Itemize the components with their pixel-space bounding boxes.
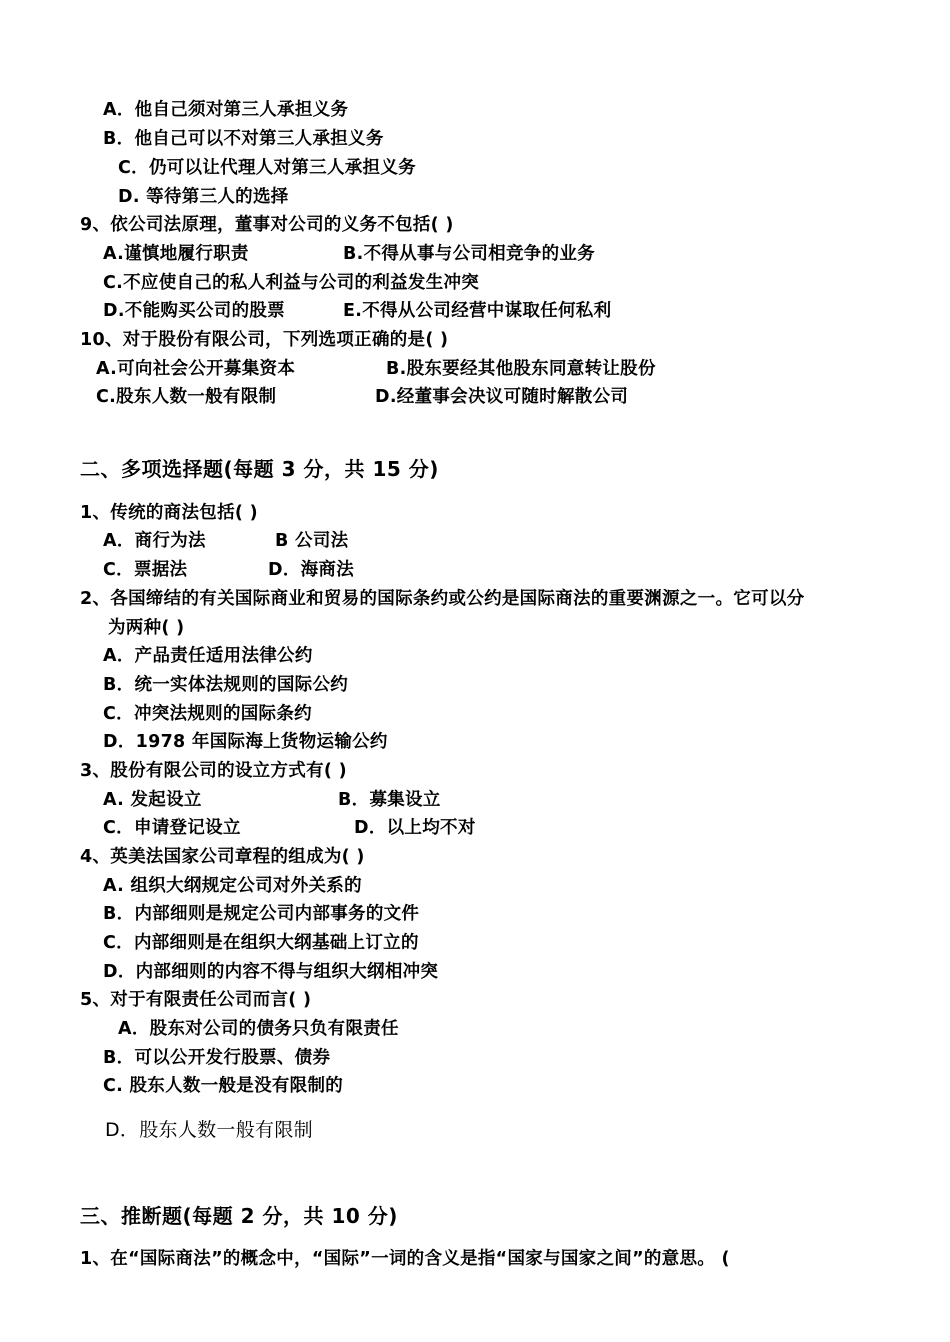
s3-q1-statement: 1、在“国际商法”的概念中，“国际”一词的含义是指“国家与国家之间”的意思。 ( bbox=[80, 1249, 730, 1269]
q8-option-c: C．仍可以让代理人对第三人承担义务 bbox=[118, 158, 416, 178]
q9-option-e: E.不得从公司经营中谋取任何私利 bbox=[343, 301, 612, 321]
section2-heading: 二、多项选择题(每题 3 分，共 15 分) bbox=[80, 457, 439, 481]
q9-option-a: A.谨慎地履行职责 bbox=[103, 244, 249, 264]
s2-q4-option-b: B．内部细则是规定公司内部事务的文件 bbox=[103, 904, 420, 924]
s2-q3-stem: 3、股份有限公司的设立方式有( ) bbox=[80, 761, 347, 781]
q9-stem: 9、依公司法原理，董事对公司的义务不包括( ) bbox=[80, 215, 454, 235]
q10-option-a: A.可向社会公开募集资本 bbox=[96, 359, 296, 379]
s2-q2-stem: 2、各国缔结的有关国际商业和贸易的国际条约或公约是国际商法的重要渊源之一。它可以分 bbox=[80, 589, 805, 609]
q10-option-b: B.股东要经其他股东同意转让股份 bbox=[386, 359, 656, 379]
s2-q1-option-a: A．商行为法 bbox=[103, 531, 206, 551]
q10-option-c: C.股东人数一般有限制 bbox=[96, 387, 277, 407]
q10-stem: 10、对于股份有限公司，下列选项正确的是( ) bbox=[80, 330, 449, 350]
q8-option-b: B．他自己可以不对第三人承担义务 bbox=[103, 129, 384, 149]
s2-q2-option-c: C．冲突法规则的国际条约 bbox=[103, 704, 312, 724]
s2-q1-stem: 1、传统的商法包括( ) bbox=[80, 503, 258, 523]
q9-option-b: B.不得从事与公司相竞争的业务 bbox=[343, 244, 595, 264]
q10-option-d: D.经董事会决议可随时解散公司 bbox=[375, 387, 629, 407]
q8-option-d: D. 等待第三人的选择 bbox=[118, 187, 289, 207]
s2-q2-option-d: D．1978 年国际海上货物运输公约 bbox=[103, 732, 388, 752]
section3-heading: 三、推断题(每题 2 分，共 10 分) bbox=[80, 1204, 398, 1228]
s2-q2-option-b: B．统一实体法规则的国际公约 bbox=[103, 675, 349, 695]
q8-option-a: A．他自己须对第三人承担义务 bbox=[103, 100, 349, 120]
s2-q3-option-a: A. 发起设立 bbox=[103, 790, 202, 810]
s2-q3-option-d: D．以上均不对 bbox=[354, 818, 476, 838]
q9-option-c: C.不应使自己的私人利益与公司的利益发生冲突 bbox=[103, 273, 480, 293]
q9-option-d: D.不能购买公司的股票 bbox=[103, 301, 285, 321]
s2-q4-option-c: C．内部细则是在组织大纲基础上订立的 bbox=[103, 933, 419, 953]
s2-q5-option-b: B．可以公开发行股票、债券 bbox=[103, 1048, 331, 1068]
s2-q4-option-a: A. 组织大纲规定公司对外关系的 bbox=[103, 876, 362, 896]
s2-q4-option-d: D．内部细则的内容不得与组织大纲相冲突 bbox=[103, 962, 439, 982]
s2-q1-option-b: B 公司法 bbox=[275, 531, 349, 551]
s2-q5-option-c: C. 股东人数一般是没有限制的 bbox=[103, 1076, 344, 1096]
s2-q5-option-d: D．股东人数一般有限制 bbox=[105, 1119, 313, 1141]
s2-q1-option-d: D．海商法 bbox=[268, 560, 355, 580]
s2-q5-option-a: A．股东对公司的债务只负有限责任 bbox=[118, 1019, 399, 1039]
s2-q5-stem: 5、对于有限责任公司而言( ) bbox=[80, 990, 312, 1010]
s2-q2-stem-continued: 为两种( ) bbox=[108, 618, 185, 638]
s2-q2-option-a: A．产品责任适用法律公约 bbox=[103, 646, 313, 666]
s2-q3-option-b: B．募集设立 bbox=[338, 790, 441, 810]
s2-q1-option-c: C．票据法 bbox=[103, 560, 188, 580]
s2-q4-stem: 4、英美法国家公司章程的组成为( ) bbox=[80, 847, 365, 867]
s2-q3-option-c: C．申请登记设立 bbox=[103, 818, 241, 838]
